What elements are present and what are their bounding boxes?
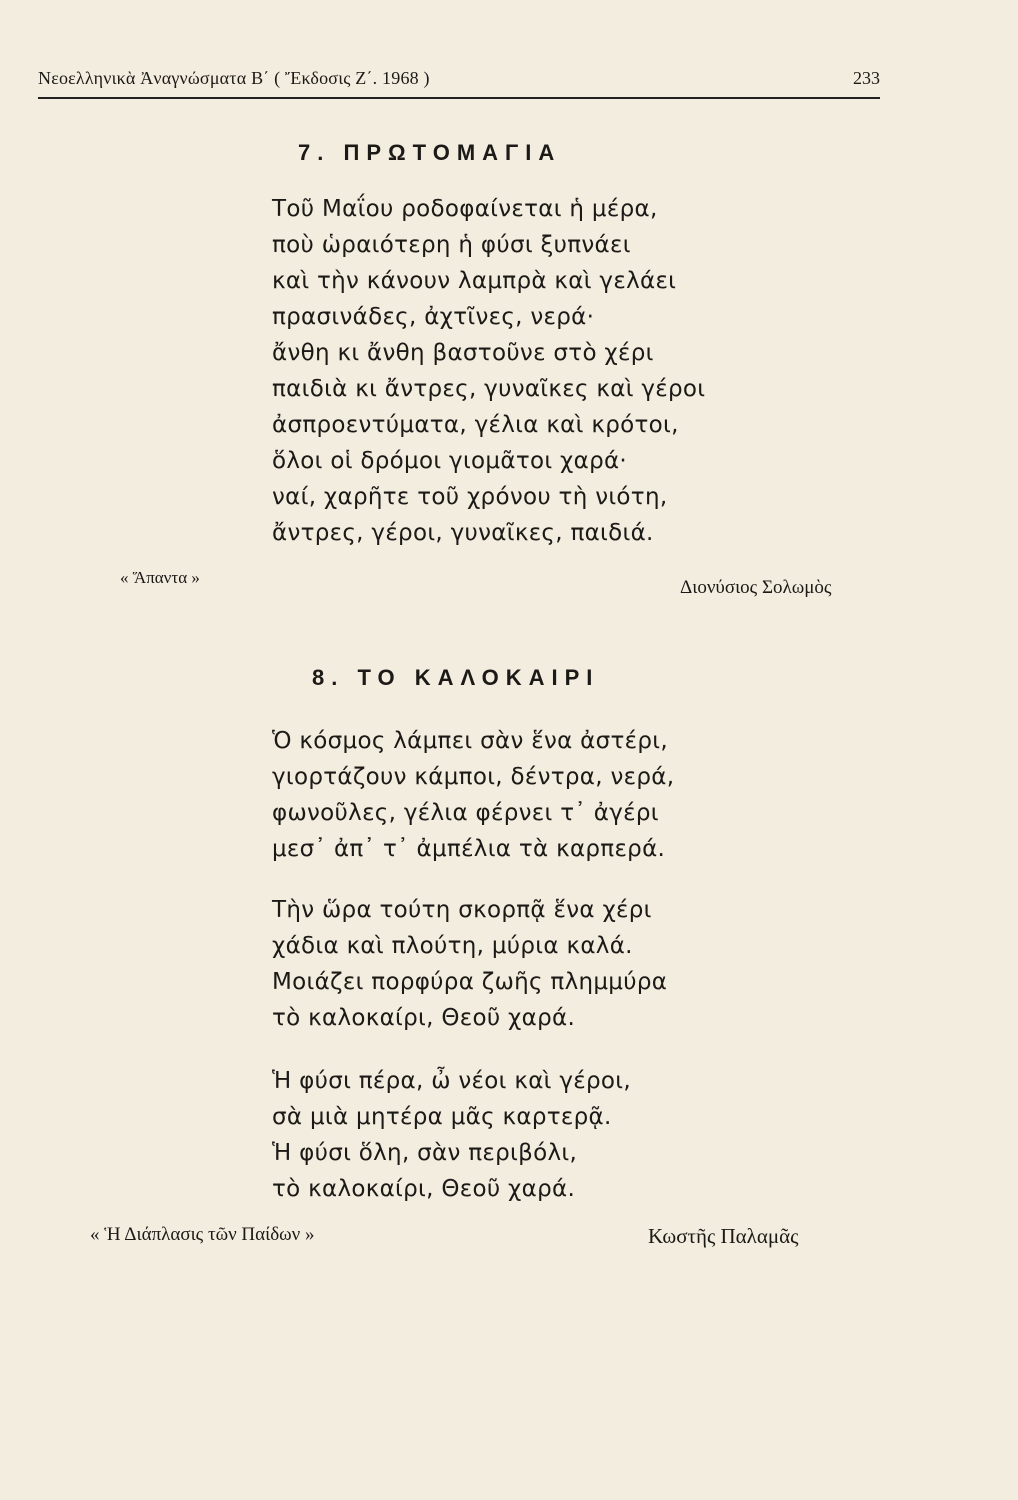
poem-line: Ἡ φύσι ὅλη, σὰν περιβόλι, [272,1140,578,1166]
poem-line: φωνοῦλες, γέλια φέρνει τ᾽ ἀγέρι [272,800,659,826]
poem-line: ὅλοι οἱ δρόμοι γιομᾶτοι χαρά· [272,448,628,474]
poem-line: παιδιὰ κι ἄντρες, γυναῖκες καὶ γέροι [272,376,706,402]
poem-line: καὶ τὴν κάνουν λαμπρὰ καὶ γελάει [272,268,677,294]
page-number: 233 [853,68,880,88]
poem-line: μεσ᾽ ἀπ᾽ τ᾽ ἀμπέλια τὰ καρπερά. [272,836,666,862]
poem-line: Τὴν ὥρα τούτη σκορπᾷ ἕνα χέρι [272,897,652,923]
poem-line: γιορτάζουν κάμποι, δέντρα, νερά, [272,764,675,790]
poem-line: ναί, χαρῆτε τοῦ χρόνου τὴ νιότη, [272,484,668,510]
poem-source-protomagia: « Ἅπαντα » [120,568,200,587]
poem-source-kalokairi: « Ἡ Διάπλασις τῶν Παίδων » [90,1224,315,1245]
poem-author-solomos: Διονύσιος Σολωμὸς [680,577,832,598]
poem-line: ἄνθη κι ἄνθη βαστοῦνε στὸ χέρι [272,340,654,366]
poem-line: Ἡ φύσι πέρα, ὦ νέοι καὶ γέροι, [272,1068,631,1094]
running-header [38,62,880,96]
poem-line: ἄντρες, γέροι, γυναῖκες, παιδιά. [272,520,654,546]
poem-line: πρασινάδες, ἀχτῖνες, νερά· [272,304,595,330]
poem-line: ποὺ ὡραιότερη ἡ φύσι ξυπνάει [272,232,631,258]
poem-line: τὸ καλοκαίρι, Θεοῦ χαρά. [272,1005,576,1031]
poem-line: ἀσπροεντύματα, γέλια καὶ κρότοι, [272,412,679,438]
poem-author-palamas: Κωστῆς Παλαμᾶς [648,1224,799,1248]
poem-line: τὸ καλοκαίρι, Θεοῦ χαρά. [272,1176,576,1202]
poem-line: χάδια καὶ πλούτη, μύρια καλά. [272,933,633,959]
poem-line: σὰ μιὰ μητέρα μᾶς καρτερᾷ. [272,1104,612,1130]
poem-line: Ὁ κόσμος λάμπει σὰν ἕνα ἀστέρι, [272,728,668,754]
header-rule [38,97,880,99]
poem-line: Τοῦ Μαΐου ροδοφαίνεται ἡ μέρα, [272,196,658,222]
poem-line: Μοιάζει πορφύρα ζωῆς πλημμύρα [272,969,668,995]
poem-title-kalokairi: 8. ΤΟ ΚΑΛΟΚΑΙΡΙ [312,665,600,690]
poem-title-protomagia: 7. ΠΡΩΤΟΜΑΓΙΑ [298,140,562,165]
book-title: Νεοελληνικὰ Ἀναγνώσματα Β΄ ( Ἔκδοσις Ζ΄. 1968 ) [38,68,430,88]
